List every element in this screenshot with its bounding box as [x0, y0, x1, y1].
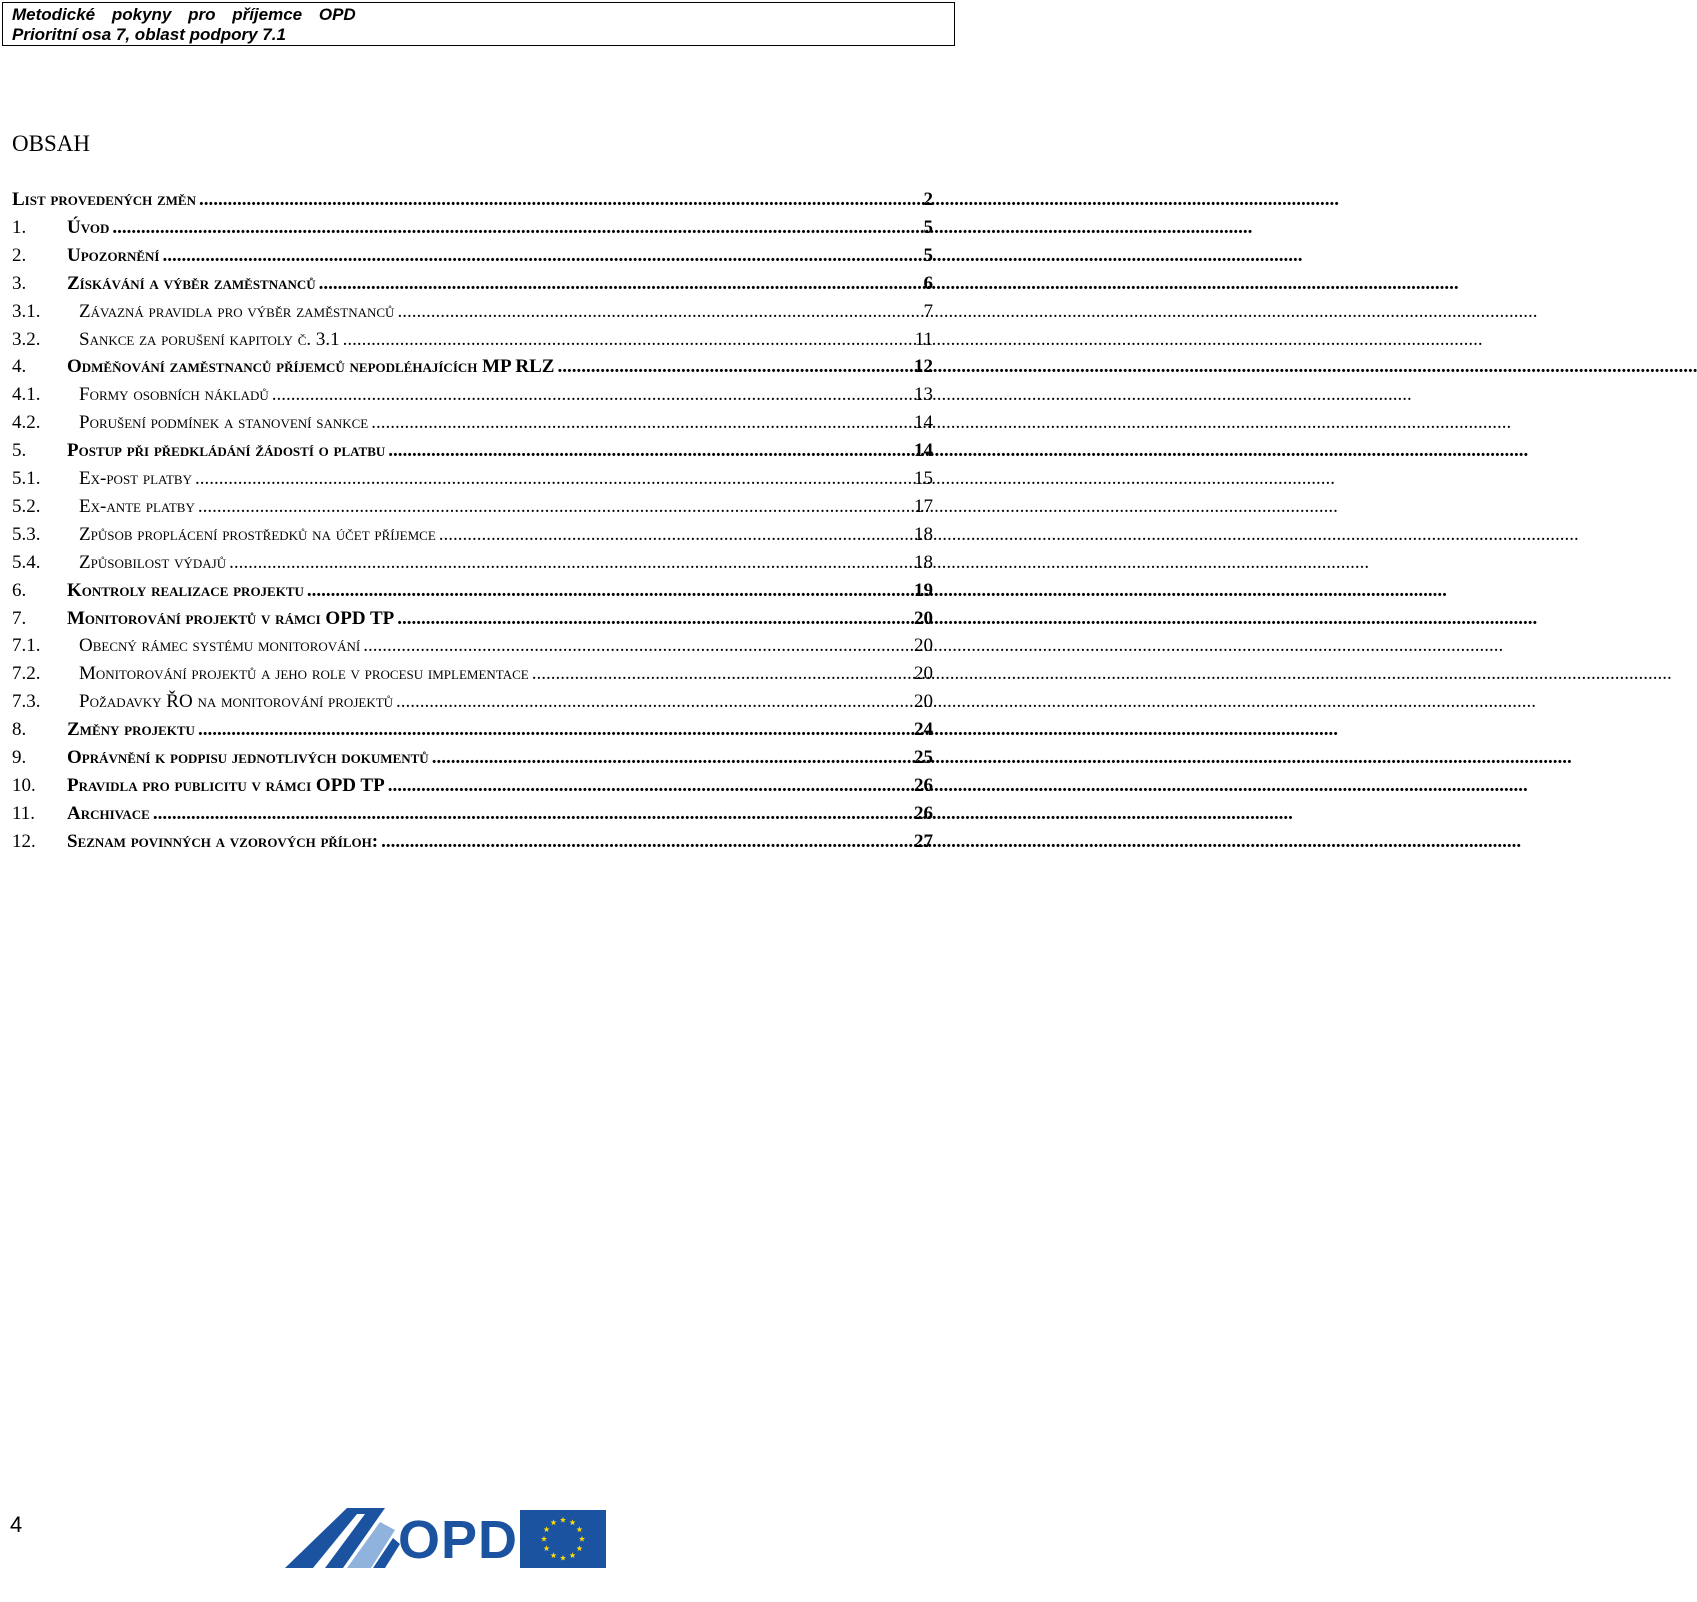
toc-entry-page: 12 [914, 356, 933, 378]
toc-dot-leader [388, 437, 911, 465]
toc-entry[interactable] [12, 353, 933, 381]
toc-entry-title[interactable]: Postup při předkládání žádostí o platbu [67, 440, 386, 462]
toc-entry-title[interactable]: Ex-post platby [79, 468, 192, 489]
toc-title: OBSAH [12, 131, 90, 156]
toc-entry-title[interactable]: Závazná pravidla pro výběr zaměstnanců [79, 300, 395, 322]
toc-entry[interactable] [12, 465, 933, 493]
toc-entry-page: 18 [914, 523, 933, 545]
toc-entry-title[interactable]: Způsobilost výdajů [79, 551, 227, 573]
toc-dot-leader [396, 688, 911, 716]
toc-entry[interactable] [12, 549, 933, 577]
toc-entry[interactable] [12, 744, 933, 772]
toc-dot-leader [195, 465, 911, 493]
toc-entry-page: 7 [923, 300, 933, 322]
toc-entry-title[interactable]: Upozornění [67, 244, 160, 266]
toc-entry-page: 5 [923, 244, 933, 266]
toc-entry-title[interactable]: Požadavky ŘO na monitorování projektů [79, 691, 394, 713]
toc-entry-number: 3. [12, 272, 27, 294]
toc-entry-title[interactable]: Odměňování zaměstnanců příjemců nepodléhajících MP RLZ [67, 356, 555, 378]
toc-entry-page: 20 [914, 691, 933, 713]
toc-entry-title[interactable]: Získávání a výběr zaměstnanců [67, 272, 316, 294]
toc-entry-title[interactable]: Obecný rámec systému monitorování [79, 635, 361, 657]
toc-entry-page: 26 [914, 774, 933, 796]
toc-dot-leader [162, 242, 920, 270]
toc-entry-title[interactable]: Archivace [67, 802, 150, 824]
toc-entry[interactable] [12, 660, 933, 688]
toc-dot-leader [153, 800, 911, 828]
toc-entry[interactable] [12, 772, 933, 800]
toc-dot-leader [397, 298, 920, 326]
toc-entry-number: 4.1. [12, 384, 41, 406]
toc-entry-page: 24 [914, 719, 933, 741]
toc-entry-page: 18 [914, 551, 933, 573]
toc-entry-page: 17 [914, 495, 933, 517]
toc-entry-title[interactable]: List provedených změn [12, 189, 196, 210]
header-subtitle: Prioritní osa 7, oblast podpory 7.1 [12, 25, 286, 44]
toc-entry-page: 20 [914, 607, 933, 629]
toc-dot-leader [381, 828, 911, 856]
page-number: 4 [10, 1512, 23, 1537]
toc-dot-leader [198, 493, 911, 521]
toc-entry-number: 4. [12, 356, 27, 378]
toc-entry-page: 11 [914, 328, 933, 350]
toc-entry-number: 8. [12, 719, 27, 741]
toc-entry[interactable] [12, 716, 933, 744]
toc-entry-number: 5.4. [12, 551, 41, 573]
toc-entry-title[interactable]: Monitorování projektů v rámci OPD TP [67, 607, 395, 629]
toc-dot-leader [388, 772, 911, 800]
toc-dot-leader [319, 270, 921, 298]
toc-entry-number: 4.2. [12, 412, 41, 434]
toc-entry-number: 9. [12, 747, 27, 768]
toc-dot-leader [199, 186, 921, 214]
toc-entry-page: 14 [914, 440, 933, 462]
toc-entry-page: 2 [923, 189, 933, 210]
toc-entry-title[interactable]: Způsob proplácení prostředků na účet příjemce [79, 523, 436, 545]
toc-entry-page: 6 [923, 272, 933, 294]
toc-entry[interactable] [12, 521, 933, 549]
toc-entry[interactable] [12, 577, 933, 605]
toc-entry-title[interactable]: Sankce za porušení kapitoly č. 3.1 [79, 328, 340, 350]
toc-entry[interactable] [12, 186, 933, 214]
toc-entry-title[interactable]: Ex-ante platby [79, 495, 195, 517]
toc-entry-number: 7.1. [12, 635, 41, 657]
toc-entry-number: 12. [12, 830, 36, 852]
toc-dot-leader [198, 716, 911, 744]
toc-entry-page: 20 [914, 663, 933, 685]
toc-dot-leader [343, 326, 912, 354]
toc-entry-number: 2. [12, 244, 27, 266]
toc-entry-page: 20 [914, 635, 933, 657]
toc-entry[interactable] [12, 800, 933, 828]
toc-entry-number: 7.2. [12, 663, 41, 685]
toc-entry-number: 5.3. [12, 523, 41, 545]
toc-entry-page: 13 [914, 384, 933, 406]
toc-dot-leader [112, 214, 920, 242]
toc-entry-number: 11. [12, 802, 36, 824]
toc-entry[interactable] [12, 493, 933, 521]
toc-entry[interactable] [12, 381, 933, 409]
opd-road-logo-icon [285, 1508, 400, 1570]
eu-flag-icon [520, 1510, 606, 1568]
toc-dot-leader [229, 549, 911, 577]
toc-entry[interactable] [12, 270, 933, 298]
toc-entry-number: 5.1. [12, 468, 41, 489]
toc-entry[interactable] [12, 326, 933, 354]
toc-dot-leader [371, 409, 911, 437]
toc-entry[interactable] [12, 214, 933, 242]
toc-entry-title[interactable]: Seznam povinných a vzorových příloh: [67, 830, 379, 852]
toc-entry-page: 19 [914, 579, 933, 601]
toc-entry-title[interactable]: Oprávnění k podpisu jednotlivých dokumentů [67, 747, 429, 768]
toc-dot-leader [363, 632, 911, 660]
toc-dot-leader [272, 381, 911, 409]
toc-entry-number: 3.1. [12, 300, 41, 322]
toc-entry-title[interactable]: Úvod [67, 216, 110, 238]
toc-entry-number: 5.2. [12, 495, 41, 517]
toc-entry[interactable] [12, 409, 933, 437]
toc-entry[interactable] [12, 298, 933, 326]
toc-entry-page: 5 [923, 216, 933, 238]
toc-entry-number: 10. [12, 774, 36, 796]
toc-dot-leader [432, 744, 911, 772]
toc-entry[interactable] [12, 605, 933, 633]
toc-entry[interactable] [12, 437, 933, 465]
header-title: Metodické pokyny pro příjemce OPD [12, 5, 356, 24]
toc-entry-number: 6. [12, 579, 27, 601]
toc-entry[interactable] [12, 828, 933, 856]
toc-entry-page: 14 [914, 412, 933, 434]
toc-dot-leader [307, 577, 911, 605]
toc-entry[interactable] [12, 242, 933, 270]
toc-entry-title[interactable]: Pravidla pro publicitu v rámci OPD TP [67, 774, 385, 796]
opd-logo-text: OPD [398, 1510, 519, 1570]
toc-entry[interactable] [12, 688, 933, 716]
toc-entry[interactable] [12, 632, 933, 660]
toc-entry-number: 5. [12, 440, 27, 462]
toc-entry-number: 7. [12, 607, 27, 629]
toc-entry-title[interactable]: Formy osobních nákladů [79, 384, 269, 406]
toc-dot-leader [532, 660, 911, 688]
toc-dot-leader [439, 521, 911, 549]
toc-dot-leader [397, 605, 911, 633]
toc-entry-page: 26 [914, 802, 933, 824]
toc-entry-title[interactable]: Změny projektu [67, 719, 195, 741]
toc-entry-title[interactable]: Porušení podmínek a stanovení sankce [79, 412, 369, 434]
running-header [2, 2, 955, 46]
toc-entry-page: 27 [914, 830, 933, 852]
toc-entry-number: 7.3. [12, 691, 41, 713]
toc-entry-title[interactable]: Monitorování projektů a jeho role v procesu implementace [79, 663, 529, 685]
toc-entry-number: 3.2. [12, 328, 41, 350]
toc-entry-number: 1. [12, 216, 27, 238]
toc-entry-page: 25 [914, 747, 933, 768]
toc-dot-leader [557, 353, 911, 381]
toc-entry-page: 15 [914, 468, 933, 489]
toc-entry-title[interactable]: Kontroly realizace projektu [67, 579, 304, 601]
